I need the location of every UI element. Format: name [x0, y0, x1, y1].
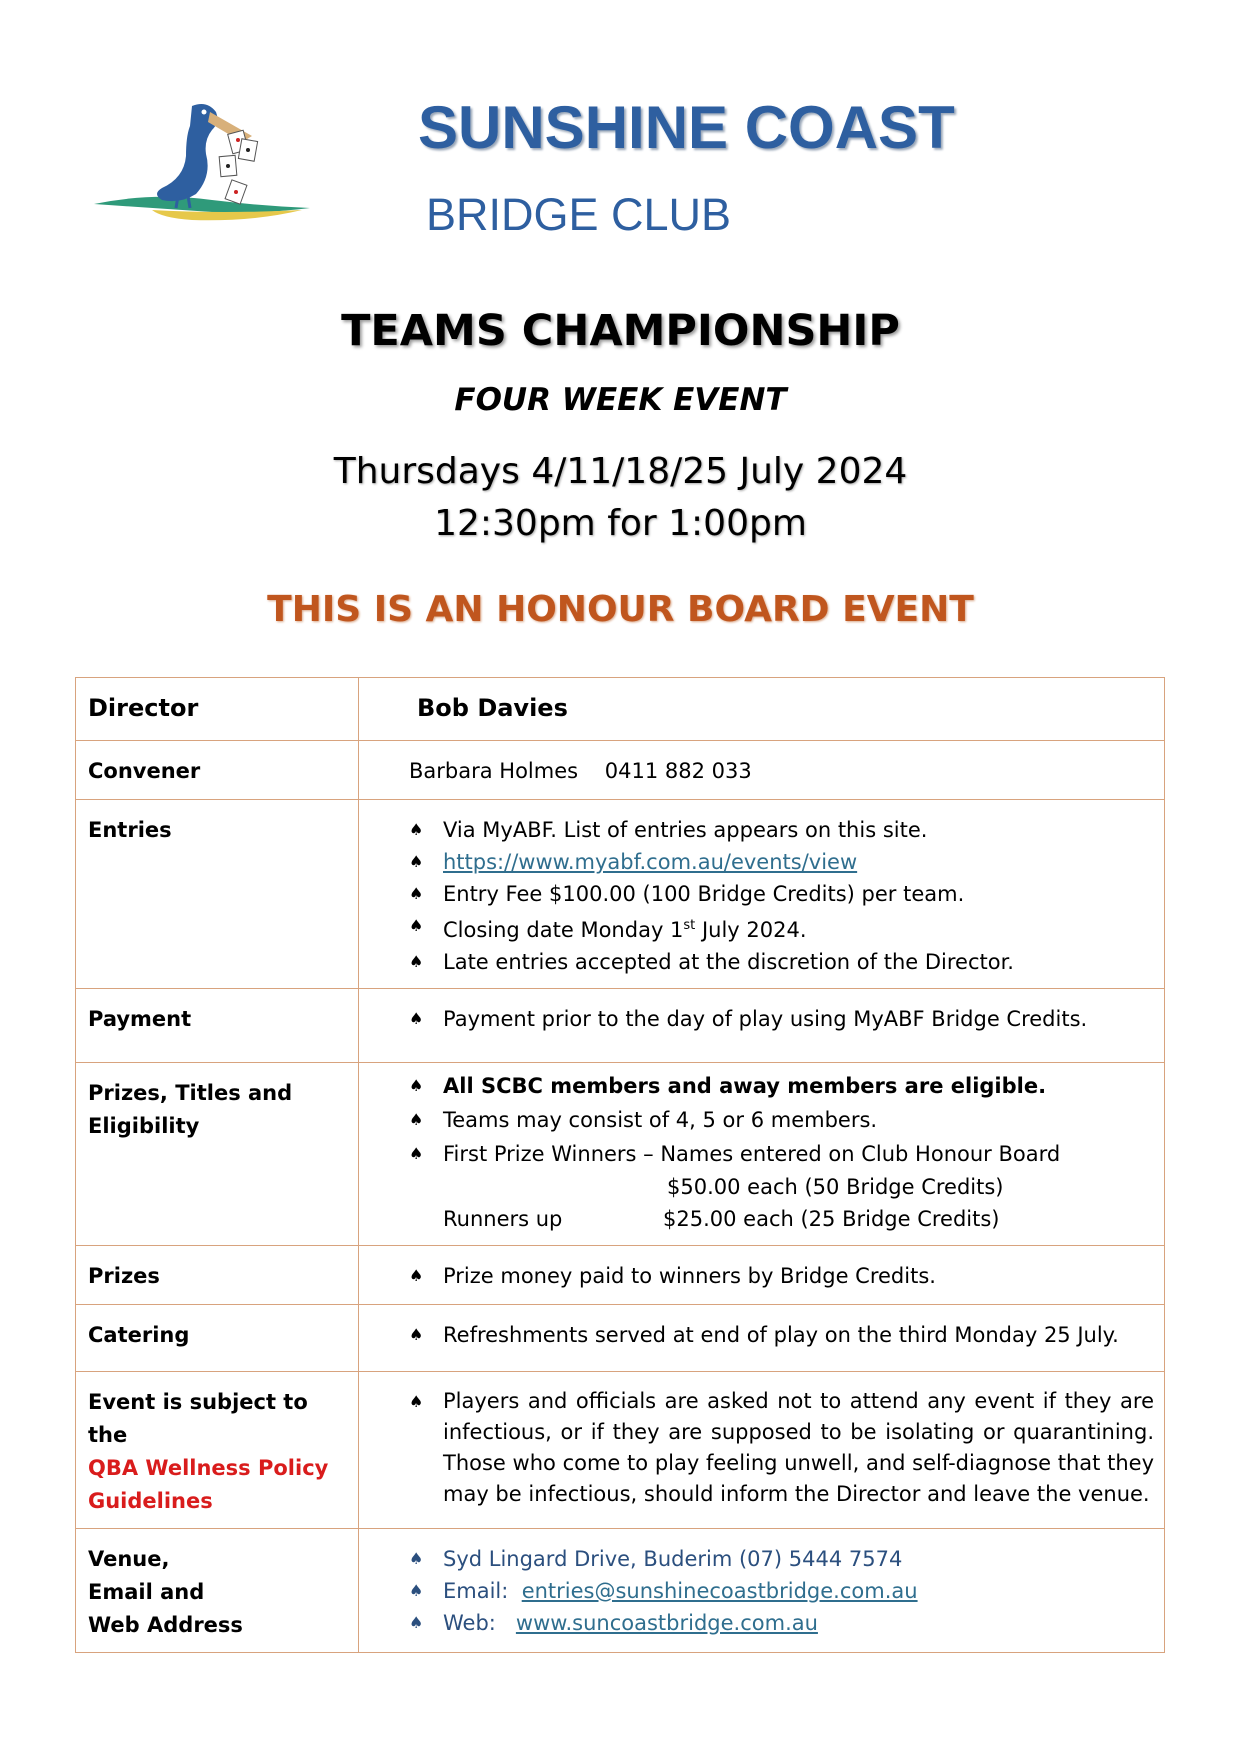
list-item-text: First Prize Winners – Names entered on Club Honour Board	[443, 1142, 1061, 1166]
spade-icon: ♠	[409, 1613, 424, 1632]
table-row	[76, 800, 1165, 989]
myabf-events-link[interactable]: https://www.myabf.com.au/events/view	[443, 850, 858, 874]
row-label: Entries	[76, 800, 359, 989]
list-item	[409, 1607, 1154, 1639]
table-row	[76, 678, 1165, 741]
list-item-text: Teams may consist of 4, 5 or 6 members.	[443, 1108, 878, 1132]
spade-icon: ♠	[409, 1144, 424, 1163]
row-label: Convener	[76, 741, 359, 800]
list-item-text: Entry Fee $100.00 (100 Bridge Credits) per team.	[443, 882, 965, 906]
event-info-table	[75, 677, 1165, 1653]
wellness-list	[409, 1386, 1154, 1510]
email-link[interactable]: entries@sunshinecoastbridge.com.au	[521, 1579, 918, 1603]
ordinal-suffix: st	[683, 918, 696, 933]
payment-value	[359, 989, 1165, 1063]
spade-icon: ♠	[409, 1325, 424, 1344]
row-label-line: Prizes, Titles and	[88, 1081, 293, 1105]
event-dates-block	[0, 446, 1241, 550]
event-dates: Thursdays 4/11/18/25 July 2024	[333, 451, 908, 492]
runners-up-line	[409, 1203, 1154, 1235]
row-label	[76, 1529, 359, 1653]
table-row	[76, 1063, 1165, 1246]
convener-value: Barbara Holmes 0411 882 033	[359, 741, 1165, 800]
list-item-text: Players and officials are asked not to attend any event if they are infectious, or if they are supposed to be isolating or quarantining. Those who come to play feeling unwell, and self-diagnose that they may be infectious, should inform the Director and leave the venue.	[443, 1389, 1154, 1506]
prizes-titles-list	[409, 1069, 1154, 1171]
event-title: TEAMS CHAMPIONSHIP	[341, 306, 900, 356]
club-logo	[92, 96, 312, 236]
table-row	[76, 1246, 1165, 1305]
list-item	[409, 1319, 1154, 1351]
spade-icon: ♠	[409, 1581, 424, 1600]
spade-icon: ♠	[409, 1392, 424, 1411]
first-prize-amount: $50.00 each (50 Bridge Credits)	[667, 1175, 1004, 1199]
qba-wellness-policy-label: QBA Wellness Policy	[88, 1456, 329, 1480]
list-item	[409, 846, 1154, 878]
event-subtitle: FOUR WEEK EVENT	[454, 382, 787, 418]
list-item	[409, 878, 1154, 910]
list-item-text: Via MyABF. List of entries appears on this site.	[443, 818, 928, 842]
spade-icon: ♠	[409, 916, 424, 935]
table-row	[76, 1305, 1165, 1372]
list-item	[409, 1543, 1154, 1575]
list-item	[409, 910, 1154, 946]
entries-value	[359, 800, 1165, 989]
table-row	[76, 741, 1165, 800]
list-item-text: Payment prior to the day of play using MyABF Bridge Credits.	[443, 1007, 1088, 1031]
spade-icon: ♠	[409, 1009, 424, 1028]
venue-value	[359, 1529, 1165, 1653]
prizes-value	[359, 1246, 1165, 1305]
list-item	[409, 1386, 1154, 1510]
honour-board-notice: THIS IS AN HONOUR BOARD EVENT	[267, 589, 974, 630]
event-time: 12:30pm for 1:00pm	[434, 503, 807, 544]
spade-icon: ♠	[409, 884, 424, 903]
table-row	[76, 1529, 1165, 1653]
venue-list	[409, 1543, 1154, 1639]
list-item	[409, 1260, 1154, 1292]
row-label	[76, 1372, 359, 1529]
web-label: Web:	[443, 1611, 496, 1635]
wellness-value	[359, 1372, 1165, 1529]
list-item	[409, 814, 1154, 846]
payment-list	[409, 1003, 1154, 1035]
spade-icon: ♠	[409, 1549, 424, 1568]
list-item	[409, 1003, 1154, 1035]
list-item-text: Refreshments served at end of play on the third Monday 25 July.	[443, 1323, 1119, 1347]
spade-icon: ♠	[409, 852, 424, 871]
email-label: Email:	[443, 1579, 509, 1603]
row-label	[76, 1063, 359, 1246]
list-item	[409, 1103, 1154, 1137]
list-item-text: All SCBC members and away members are eligible.	[443, 1074, 1047, 1098]
guidelines-label: Guidelines	[88, 1489, 213, 1513]
spade-icon: ♠	[409, 1110, 424, 1129]
director-name: Bob Davies	[359, 678, 1165, 741]
list-item-text: Prize money paid to winners by Bridge Credits.	[443, 1264, 936, 1288]
spade-icon: ♠	[409, 1266, 424, 1285]
table-row	[76, 989, 1165, 1063]
prizes-list	[409, 1260, 1154, 1292]
list-item	[409, 1575, 1154, 1607]
row-label-line: Venue,	[88, 1547, 170, 1571]
list-item-text: July 2024.	[695, 918, 807, 942]
row-label-line: Event is subject to the	[88, 1390, 308, 1447]
row-label-line: Eligibility	[88, 1114, 200, 1138]
prizes-titles-value	[359, 1063, 1165, 1246]
list-item	[409, 1069, 1154, 1103]
venue-address: Syd Lingard Drive, Buderim (07) 5444 7574	[443, 1547, 903, 1571]
catering-value	[359, 1305, 1165, 1372]
entries-list	[409, 814, 1154, 978]
row-label: Catering	[76, 1305, 359, 1372]
spade-icon: ♠	[409, 820, 424, 839]
list-item-text: Closing date Monday 1	[443, 918, 684, 942]
club-name: SUNSHINE COAST	[418, 94, 955, 161]
list-item	[409, 946, 1154, 978]
catering-list	[409, 1319, 1154, 1351]
club-subtitle: BRIDGE CLUB	[426, 189, 732, 240]
table-row	[76, 1372, 1165, 1529]
row-label: Payment	[76, 989, 359, 1063]
spade-icon: ♠	[409, 952, 424, 971]
row-label-line: Web Address	[88, 1613, 243, 1637]
runners-up-label: Runners up	[443, 1207, 563, 1231]
spade-icon: ♠	[409, 1076, 424, 1095]
website-link[interactable]: www.suncoastbridge.com.au	[515, 1611, 818, 1635]
row-label: Prizes	[76, 1246, 359, 1305]
row-label: Director	[76, 678, 359, 741]
runners-up-amount: $25.00 each (25 Bridge Credits)	[663, 1207, 1000, 1231]
list-item	[409, 1137, 1154, 1171]
list-item-text: Late entries accepted at the discretion of the Director.	[443, 950, 1014, 974]
row-label-line: Email and	[88, 1580, 205, 1604]
